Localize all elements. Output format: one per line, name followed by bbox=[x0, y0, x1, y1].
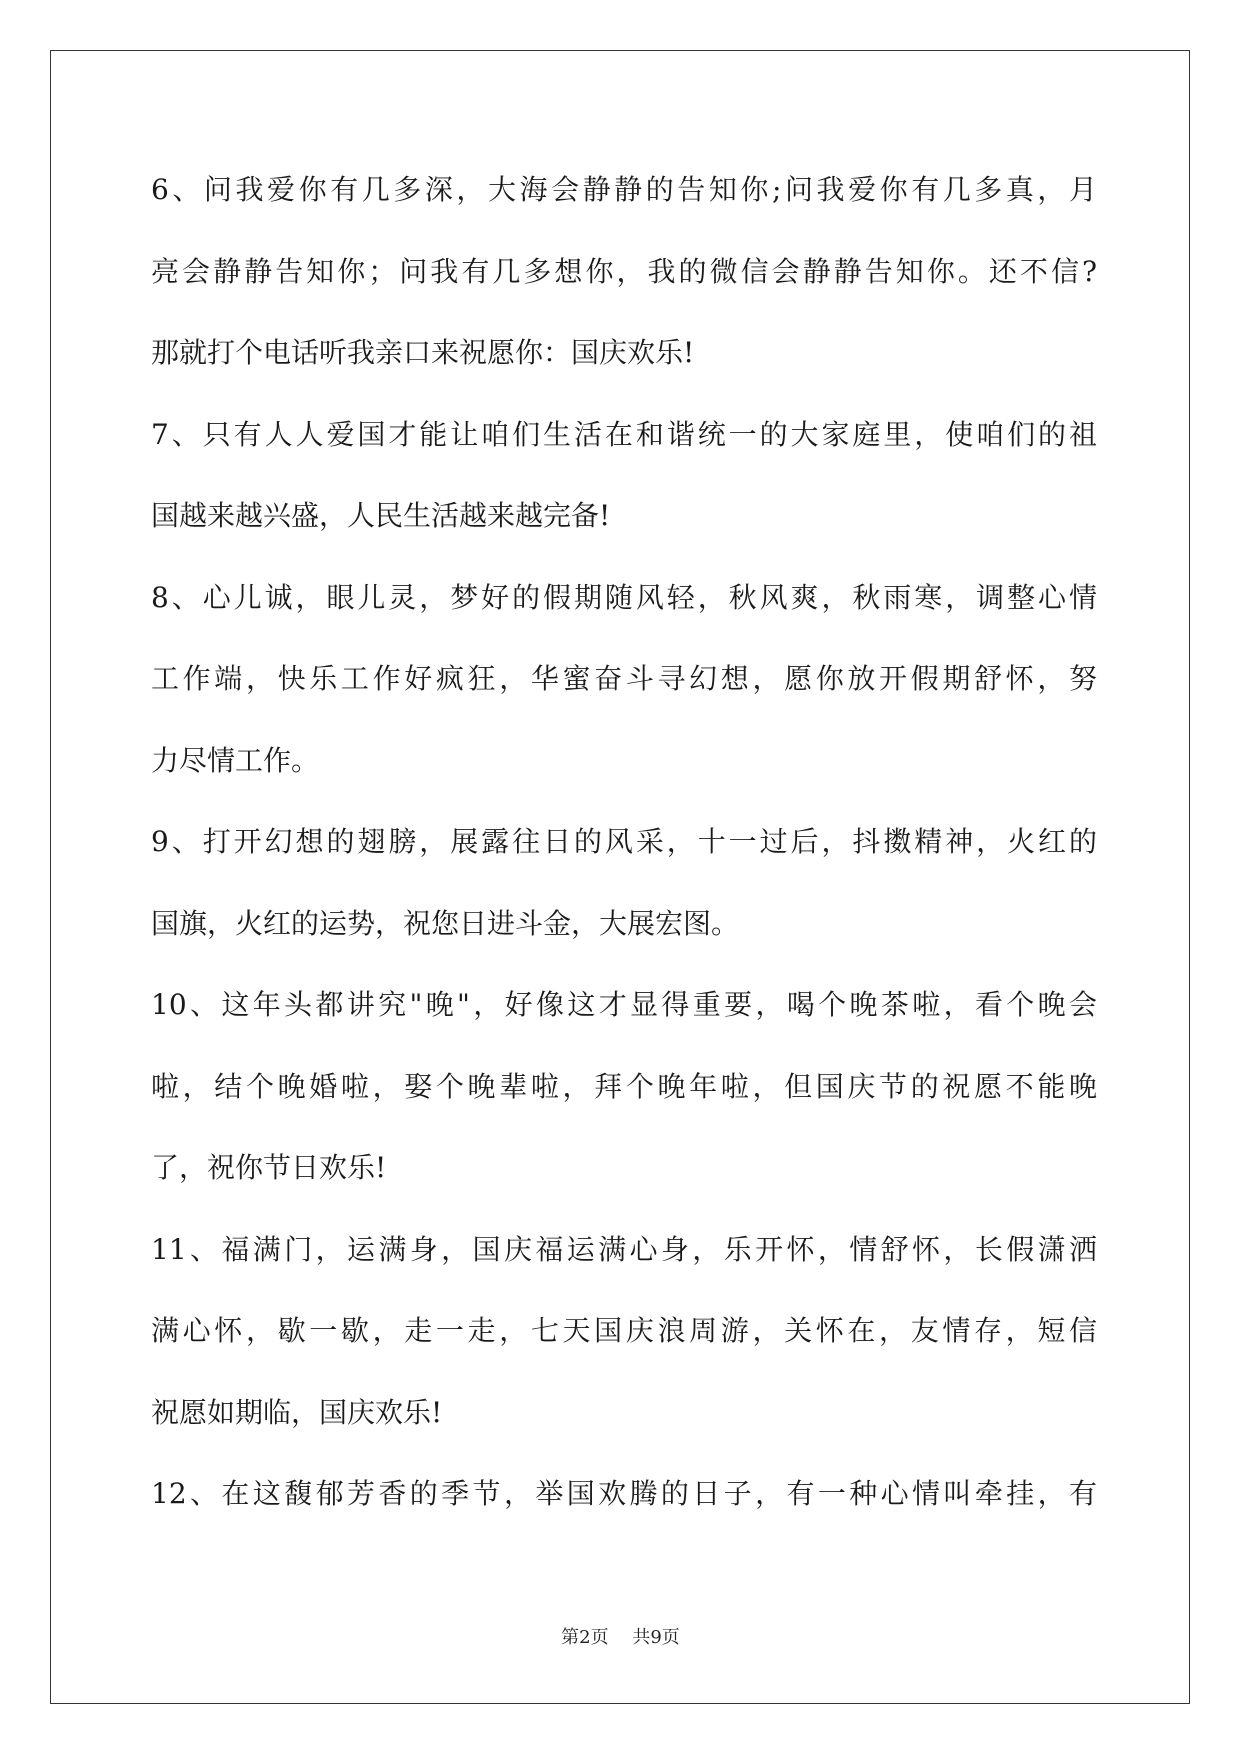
page-footer bbox=[0, 1626, 1241, 1650]
text-line: 了，祝你节日欢乐! bbox=[151, 1151, 387, 1184]
text-line: 力尽情工作。 bbox=[151, 743, 320, 777]
text-line: 亮会静静告知你；问我有几多想你，我的微信会静静告知你。还不信? bbox=[151, 254, 1097, 288]
paragraph-7 bbox=[151, 394, 1097, 557]
page-number: 第2页 bbox=[561, 1627, 609, 1648]
text-line: 7、只有人人爱国才能让咱们生活在和谐统一的大家庭里，使咱们的祖 bbox=[151, 417, 1097, 451]
paragraph-11 bbox=[151, 1209, 1097, 1454]
text-line: 国越来越兴盛，人民生活越来越完备! bbox=[151, 499, 611, 532]
text-line: 工作端，快乐工作好疯狂，华蜜奋斗寻幻想，愿你放开假期舒怀，努 bbox=[151, 662, 1097, 695]
text-line: 12、在这馥郁芳香的季节，举国欢腾的日子，有一种心情叫牵挂，有 bbox=[151, 1477, 1097, 1510]
page-total: 共9页 bbox=[632, 1627, 680, 1648]
text-line: 8、心儿诚，眼儿灵，梦好的假期随风轻，秋风爽，秋雨寒，调整心情 bbox=[151, 580, 1097, 614]
paragraph-9 bbox=[151, 801, 1097, 964]
paragraph-12 bbox=[151, 1453, 1097, 1535]
paragraph-6 bbox=[151, 149, 1097, 394]
text-line: 啦，结个晚婚啦，娶个晚辈啦，拜个晚年啦，但国庆节的祝愿不能晚 bbox=[151, 1069, 1097, 1103]
text-line: 国旗，火红的运势，祝您日进斗金，大展宏图。 bbox=[151, 906, 740, 940]
text-line: 11、福满门，运满身，国庆福运满心身，乐开怀，情舒怀，长假潇洒 bbox=[151, 1232, 1097, 1266]
text-line: 10、这年头都讲究"晚"，好像这才显得重要，喝个晚茶啦，看个晚会 bbox=[151, 988, 1097, 1021]
text-line: 6、问我爱你有几多深，大海会静静的告知你;问我爱你有几多真，月 bbox=[151, 173, 1097, 206]
text-line: 9、打开幻想的翅膀，展露往日的风采，十一过后，抖擞精神，火红的 bbox=[151, 825, 1097, 858]
document-body bbox=[151, 149, 1097, 1535]
text-line: 满心怀，歇一歇，走一走，七天国庆浪周游，关怀在，友情存，短信 bbox=[151, 1314, 1097, 1347]
paragraph-10 bbox=[151, 964, 1097, 1209]
paragraph-8 bbox=[151, 557, 1097, 802]
text-line: 祝愿如期临，国庆欢乐! bbox=[151, 1395, 443, 1429]
text-line: 那就打个电话听我亲口来祝愿你：国庆欢乐! bbox=[151, 336, 695, 369]
